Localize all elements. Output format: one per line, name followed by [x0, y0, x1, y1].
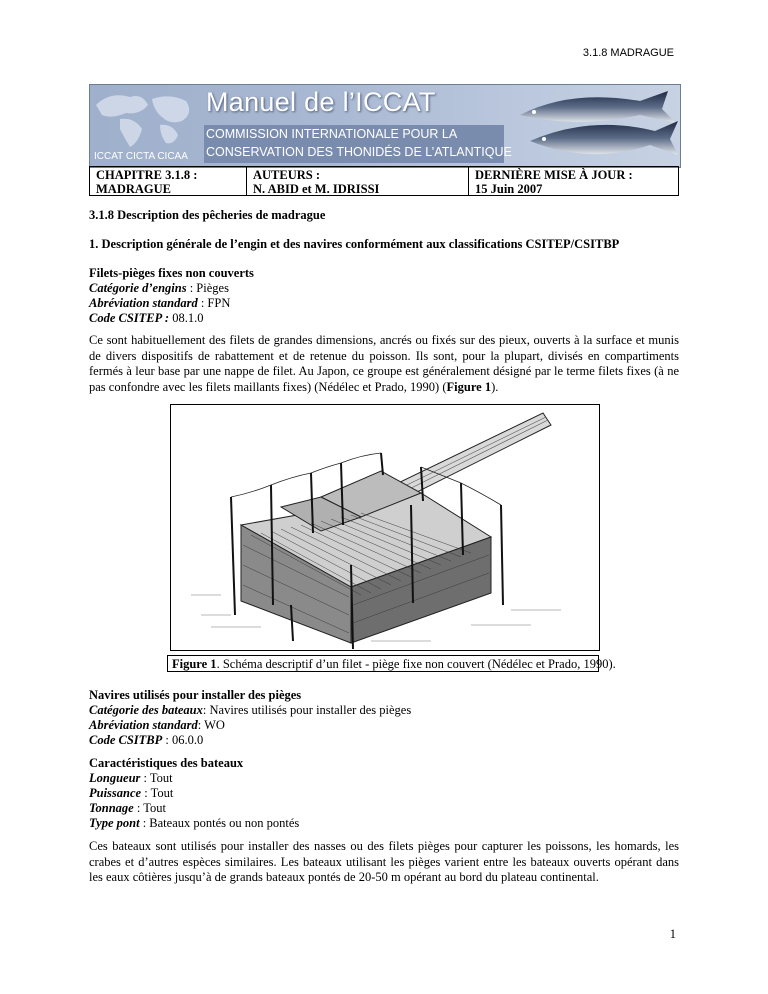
- authors-label: AUTEURS :: [253, 168, 321, 182]
- iccat-banner: [89, 84, 681, 168]
- boat-deck-type: Type pont : Bateaux pontés ou non pontés: [89, 816, 300, 830]
- boat-description: Ces bateaux sont utilisés pour installer des nasses ou des filets pièges pour capturer les poissons, les homards, les crabes et d’autres espèces similaires. Les bateaux utilisant les pièges varient entre les bateaux ouverts opérant dans les eaux côtières jusqu’à de grands bateaux pontés de 20-50 m opérant au bord du plateau continental.: [89, 839, 679, 884]
- boat-specs-heading: Caractéristiques des bateaux: [89, 756, 244, 770]
- vessels-heading: Navires utilisés pour installer des pièges: [89, 688, 302, 702]
- vessels-category: Catégorie des bateaux: Navires utilisés pour installer des pièges: [89, 703, 412, 717]
- gear-code: Code CSITEP : 08.1.0: [89, 311, 204, 325]
- vessels-abbreviation: Abréviation standard: WO: [89, 718, 225, 732]
- page-number: 1: [669, 927, 676, 941]
- banner-subtitle-1: COMMISSION INTERNATIONALE POUR LA: [206, 127, 458, 141]
- tuna-illustration: [490, 85, 680, 167]
- chapter-value: MADRAGUE: [96, 182, 171, 196]
- boat-length: Longueur : Tout: [89, 771, 173, 785]
- chapter-info-table: [89, 166, 679, 196]
- authors-cell: [246, 167, 468, 195]
- chapter-cell: [90, 167, 246, 195]
- subsection-title: 1. Description générale de l’engin et des navires conformément aux classifications CSITEP/CSITBP: [89, 237, 620, 251]
- boat-tonnage: Tonnage : Tout: [89, 801, 166, 815]
- authors-value: N. ABID et M. IDRISSI: [253, 182, 380, 196]
- gear-category: Catégorie d’engins : Pièges: [89, 281, 229, 295]
- update-value: 15 Juin 2007: [475, 182, 543, 196]
- figure-1-caption: Figure 1. Schéma descriptif d’un filet - piège fixe non couvert (Nédélec et Prado, 1990).: [167, 655, 599, 672]
- figure-reference[interactable]: Figure 1: [446, 379, 492, 394]
- banner-title: Manuel de l’ICCAT: [206, 87, 436, 117]
- gear-heading: Filets-pièges fixes non couverts: [89, 266, 254, 280]
- fixed-trap-net-illustration: [171, 405, 599, 650]
- update-cell: [468, 167, 678, 195]
- gear-abbreviation: Abréviation standard : FPN: [89, 296, 231, 310]
- gear-description: Ce sont habituellement des filets de grandes dimensions, ancrés ou fixés sur des pieux, ouverts à la surface et munis de divers dispositifs de rabattement et de retenue du poisson. Ils sont, pour la plupart, divisés en compartiments fermés à leur base par une nappe de filet. Au Japon, ce groupe est généralement désigné par le terme filets fixes (à ne pas confondre avec les filets maillants fixes) (Nédélec et Prado, 1990) (Figure 1).: [89, 333, 679, 394]
- section-title: 3.1.8 Description des pêcheries de madrague: [89, 208, 326, 222]
- chapter-label: CHAPITRE 3.1.8 :: [96, 168, 198, 182]
- banner-subtitle-2: CONSERVATION DES THONIDÉS DE L’ATLANTIQUE: [206, 145, 512, 159]
- update-label: DERNIÈRE MISE À JOUR :: [475, 168, 633, 182]
- figure-1: [170, 404, 600, 651]
- banner-org-names: ICCAT CICTA CICAA: [94, 151, 188, 162]
- boat-power: Puissance : Tout: [89, 786, 174, 800]
- running-header: 3.1.8 MADRAGUE: [582, 47, 674, 59]
- vessels-code: Code CSITBP : 06.0.0: [89, 733, 204, 747]
